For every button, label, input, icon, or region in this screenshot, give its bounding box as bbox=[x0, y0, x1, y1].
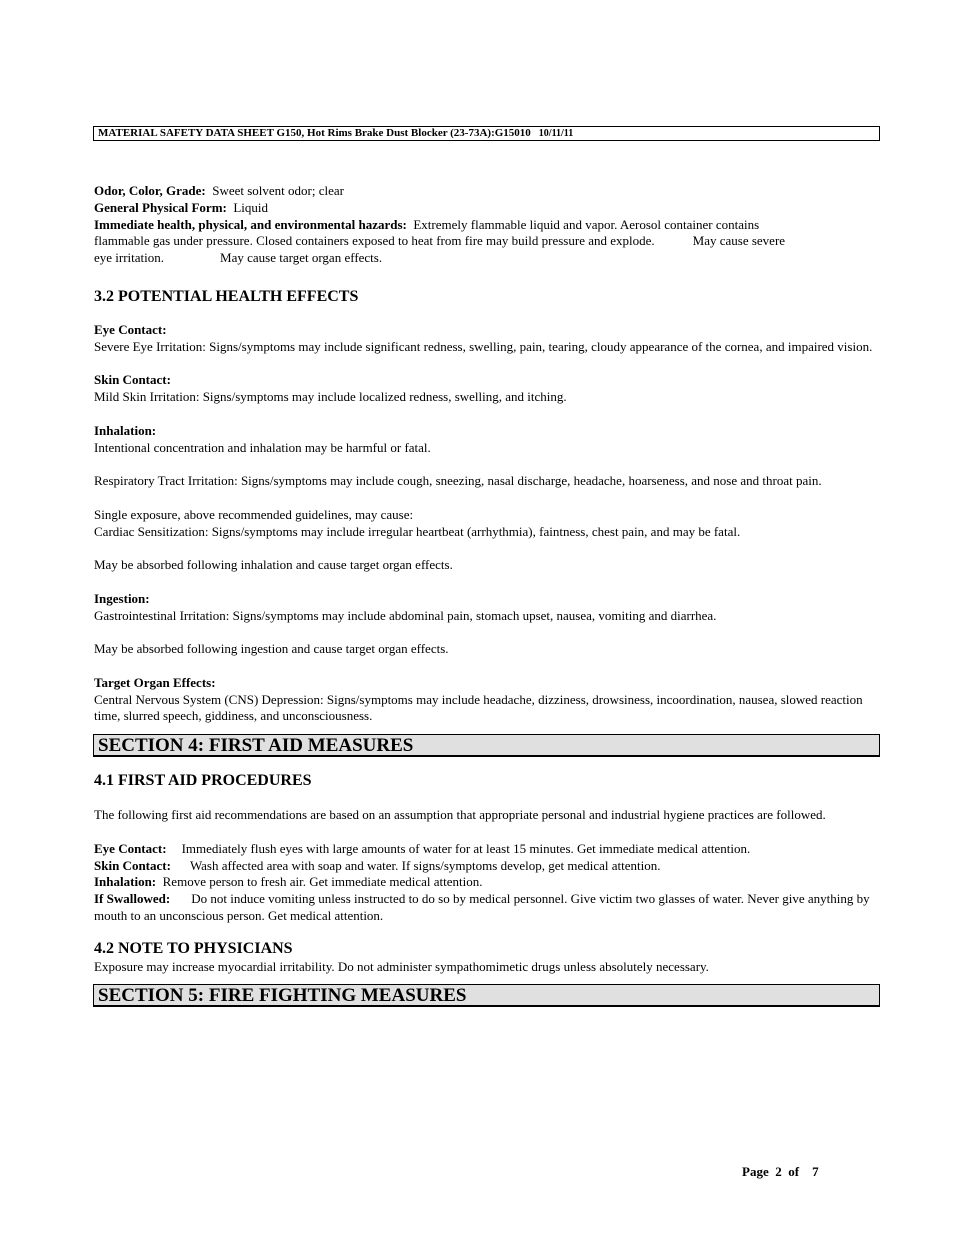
form-value: Liquid bbox=[233, 199, 269, 215]
first-aid-skin: Skin Contact: Wash affected area with soap and water. If signs/symptoms develop, get medical attention. bbox=[94, 857, 661, 873]
first-aid-procedures-heading: 4.1 FIRST AID PROCEDURES bbox=[94, 772, 312, 790]
hazards-text-1: Extremely flammable liquid and vapor. Aerosol container contains bbox=[413, 216, 760, 232]
first-aid-intro: The following first aid recommendations are based on an assumption that appropriate personal and industrial hygiene practices are followed. bbox=[94, 807, 826, 823]
ingestion-text-2: May be absorbed following ingestion and cause target organ effects. bbox=[94, 641, 449, 657]
first-aid-inhalation: Inhalation: Remove person to fresh air. Get immediate medical attention. bbox=[94, 874, 483, 890]
hazards-label: Immediate health, physical, and environmental hazards: bbox=[94, 216, 407, 232]
note-to-physicians-text: Exposure may increase myocardial irritability. Do not administer sympathomimetic drugs unless absolutely necessary. bbox=[94, 958, 709, 974]
first-aid-swallowed-label: If Swallowed: bbox=[94, 891, 171, 907]
hazards-line1 bbox=[94, 217, 880, 234]
section-4-header: SECTION 4: FIRST AID MEASURES bbox=[93, 734, 880, 757]
inhalation-text-1: Intentional concentration and inhalation may be harmful or fatal. bbox=[94, 439, 431, 455]
first-aid-eye: Eye Contact: Immediately flush eyes with large amounts of water for at least 15 minutes. Get immediate medical attention. bbox=[94, 840, 751, 856]
form-label: General Physical Form: bbox=[94, 199, 227, 215]
ingestion-label: Ingestion: bbox=[94, 590, 150, 606]
hazards-text-2a: flammable gas under pressure. Closed containers exposed to heat from fire may build pressure and explode. bbox=[94, 233, 655, 249]
form-line bbox=[94, 200, 880, 217]
eye-contact-label: Eye Contact: bbox=[94, 321, 167, 337]
inhalation-text-3: Single exposure, above recommended guidelines, may cause: bbox=[94, 506, 414, 522]
eye-contact-text: Severe Eye Irritation: Signs/symptoms may include significant redness, swelling, pain, tearing, cloudy appearance of the cornea, and impaired vision. bbox=[94, 338, 873, 354]
skin-contact-label: Skin Contact: bbox=[94, 372, 171, 388]
inhalation-label: Inhalation: bbox=[94, 422, 157, 438]
hazards-text-3b: May cause target organ effects. bbox=[220, 250, 383, 266]
hazards-text-2b: May cause severe bbox=[692, 233, 786, 249]
note-to-physicians-heading: 4.2 NOTE TO PHYSICIANS bbox=[94, 939, 293, 957]
first-aid-skin-label: Skin Contact: bbox=[94, 857, 171, 873]
document-title: MATERIAL SAFETY DATA SHEET G150, Hot Rims Brake Dust Blocker (23-73A):G15010 bbox=[98, 127, 531, 139]
page-content bbox=[94, 183, 880, 1007]
page-number: Page 2 of 7 bbox=[742, 1164, 819, 1179]
target-organ-text: Central Nervous System (CNS) Depression: Signs/symptoms may include headache, dizziness, drowsiness, incoordination, nausea, slowed reaction time, slurred speech, giddiness, and unconsciousness. bbox=[94, 691, 863, 724]
skin-contact-text: Mild Skin Irritation: Signs/symptoms may include localized redness, swelling, and itching. bbox=[94, 389, 567, 405]
inhalation-text-5: May be absorbed following inhalation and cause target organ effects. bbox=[94, 557, 453, 573]
document-header bbox=[93, 126, 880, 141]
document-date: 10/11/11 bbox=[538, 128, 574, 139]
hazards-line2 bbox=[94, 233, 880, 250]
first-aid-eye-label: Eye Contact: bbox=[94, 840, 167, 856]
health-effects-heading: 3.2 POTENTIAL HEALTH EFFECTS bbox=[94, 287, 359, 305]
first-aid-inhalation-label: Inhalation: bbox=[94, 874, 157, 890]
first-aid-swallowed: If Swallowed: Do not induce vomiting unless instructed to do so by medical personnel. Give victim two glasses of water. Never give anything by mouth to an unconscious person. Get medical attention. bbox=[94, 891, 870, 923]
target-organ-label: Target Organ Effects: bbox=[94, 674, 216, 690]
section-5-header: SECTION 5: FIRE FIGHTING MEASURES bbox=[93, 984, 880, 1007]
odor-line bbox=[94, 183, 880, 200]
inhalation-text-4: Cardiac Sensitization: Signs/symptoms may include irregular heartbeat (arrhythmia), faintness, chest pain, and may be fatal. bbox=[94, 523, 741, 539]
odor-value: Sweet solvent odor; clear bbox=[212, 183, 344, 198]
hazards-line3 bbox=[94, 250, 880, 267]
inhalation-text-2: Respiratory Tract Irritation: Signs/symptoms may include cough, sneezing, nasal discharge, headache, hoarseness, and nose and throat pain. bbox=[94, 473, 822, 489]
odor-label: Odor, Color, Grade: bbox=[94, 183, 206, 198]
ingestion-text-1: Gastrointestinal Irritation: Signs/symptoms may include abdominal pain, stomach upset, nausea, vomiting and diarrhea. bbox=[94, 607, 717, 623]
hazards-text-3a: eye irritation. bbox=[94, 250, 165, 266]
